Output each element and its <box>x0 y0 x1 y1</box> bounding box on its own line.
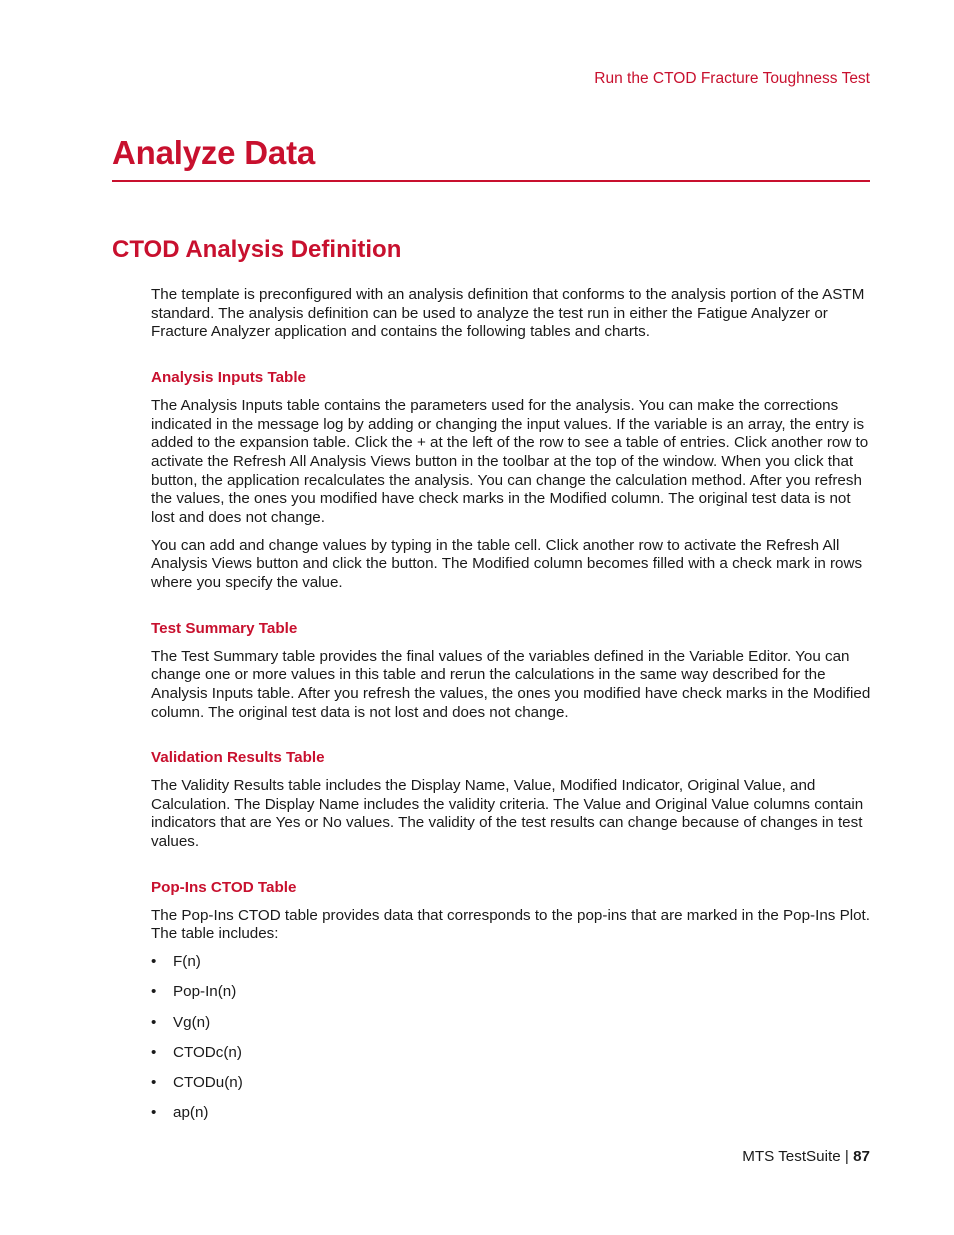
bullet-list <box>151 953 873 1123</box>
list-item-text: CTODu(n) <box>173 1074 243 1092</box>
bullet-icon: • <box>151 952 157 970</box>
paragraph: The Test Summary table provides the final values of the variables defined in the Variable Editor. You can change one or more values in this table and rerun the calculations in the same way described for the Analysis Inputs table. After you refresh the values, the ones you modified have check marks in the Modified column. The original test data is not lost and does not change. <box>151 647 871 721</box>
paragraph: You can add and change values by typing in the table cell. Click another row to activate the Refresh All Analysis Views button and click the button. The Modified column becomes filled with a check mark in rows where you specify the value. <box>151 536 863 592</box>
list-item-text: Pop-In(n) <box>173 983 237 1001</box>
chapter-title: Analyze Data <box>112 134 316 171</box>
page-footer <box>742 1148 870 1165</box>
list-item-text: ap(n) <box>173 1104 209 1122</box>
list-item-text: Vg(n) <box>173 1013 211 1031</box>
bullet-icon: • <box>151 1013 157 1031</box>
footer-product: MTS TestSuite <box>742 1148 841 1165</box>
bullet-icon: • <box>151 1104 157 1122</box>
list-item <box>151 1104 873 1123</box>
section-intro: The template is preconfigured with an analysis definition that conforms to the analysis portion of the ASTM standard. The analysis definition can be used to analyze the test run in either the Fatigue Analyzer or Fracture Analyzer application and contains the following tables and charts. <box>151 286 865 341</box>
chapter-title-rule <box>112 180 870 182</box>
paragraph: The Pop-Ins CTOD table provides data that corresponds to the pop-ins that are marked in the Pop-Ins Plot. The table includes: <box>151 906 870 943</box>
bullet-icon: • <box>151 1074 157 1092</box>
list-item <box>151 983 873 1002</box>
running-header: Run the CTOD Fracture Toughness Test <box>594 70 870 87</box>
list-item <box>151 1014 873 1033</box>
subsection-heading-pop-ins-ctod: Pop-Ins CTOD Table <box>151 878 297 896</box>
paragraph: The Validity Results table includes the Display Name, Value, Modified Indicator, Original Value, and Calculation. The Display Name includes the validity criteria. The Value and Original Value columns contain indicators that are Yes or No values. The validity of the test results can change because of changes in test values. <box>151 777 864 851</box>
footer-separator: | <box>844 1148 849 1165</box>
list-item <box>151 1074 873 1093</box>
paragraph: The Analysis Inputs table contains the parameters used for the analysis. You can make the corrections indicated in the message log by adding or changing the input values. If the variable is an array, the entry is added to the expansion table. Click the + at the left of the row to see a table of entries. Click another row to activate the Refresh All Analysis Views button in the toolbar at the top of the window. When you click that button, the application recalculates the analysis. You can change the calculation method. After you refresh the values, the ones you modified have check marks in the Modified column. The original test data is not lost and does not change. <box>151 396 869 527</box>
list-item <box>151 953 873 972</box>
list-item-text: F(n) <box>173 952 201 970</box>
subsection-heading-validation-results: Validation Results Table <box>151 749 325 767</box>
section-title: CTOD Analysis Definition <box>112 236 402 263</box>
list-item-text: CTODc(n) <box>173 1043 242 1061</box>
body-column <box>151 286 873 1135</box>
page-number: 87 <box>853 1148 870 1165</box>
subsection-heading-test-summary: Test Summary Table <box>151 619 298 637</box>
bullet-icon: • <box>151 1043 157 1061</box>
bullet-icon: • <box>151 983 157 1001</box>
subsection-heading-analysis-inputs: Analysis Inputs Table <box>151 369 307 387</box>
list-item <box>151 1044 873 1063</box>
